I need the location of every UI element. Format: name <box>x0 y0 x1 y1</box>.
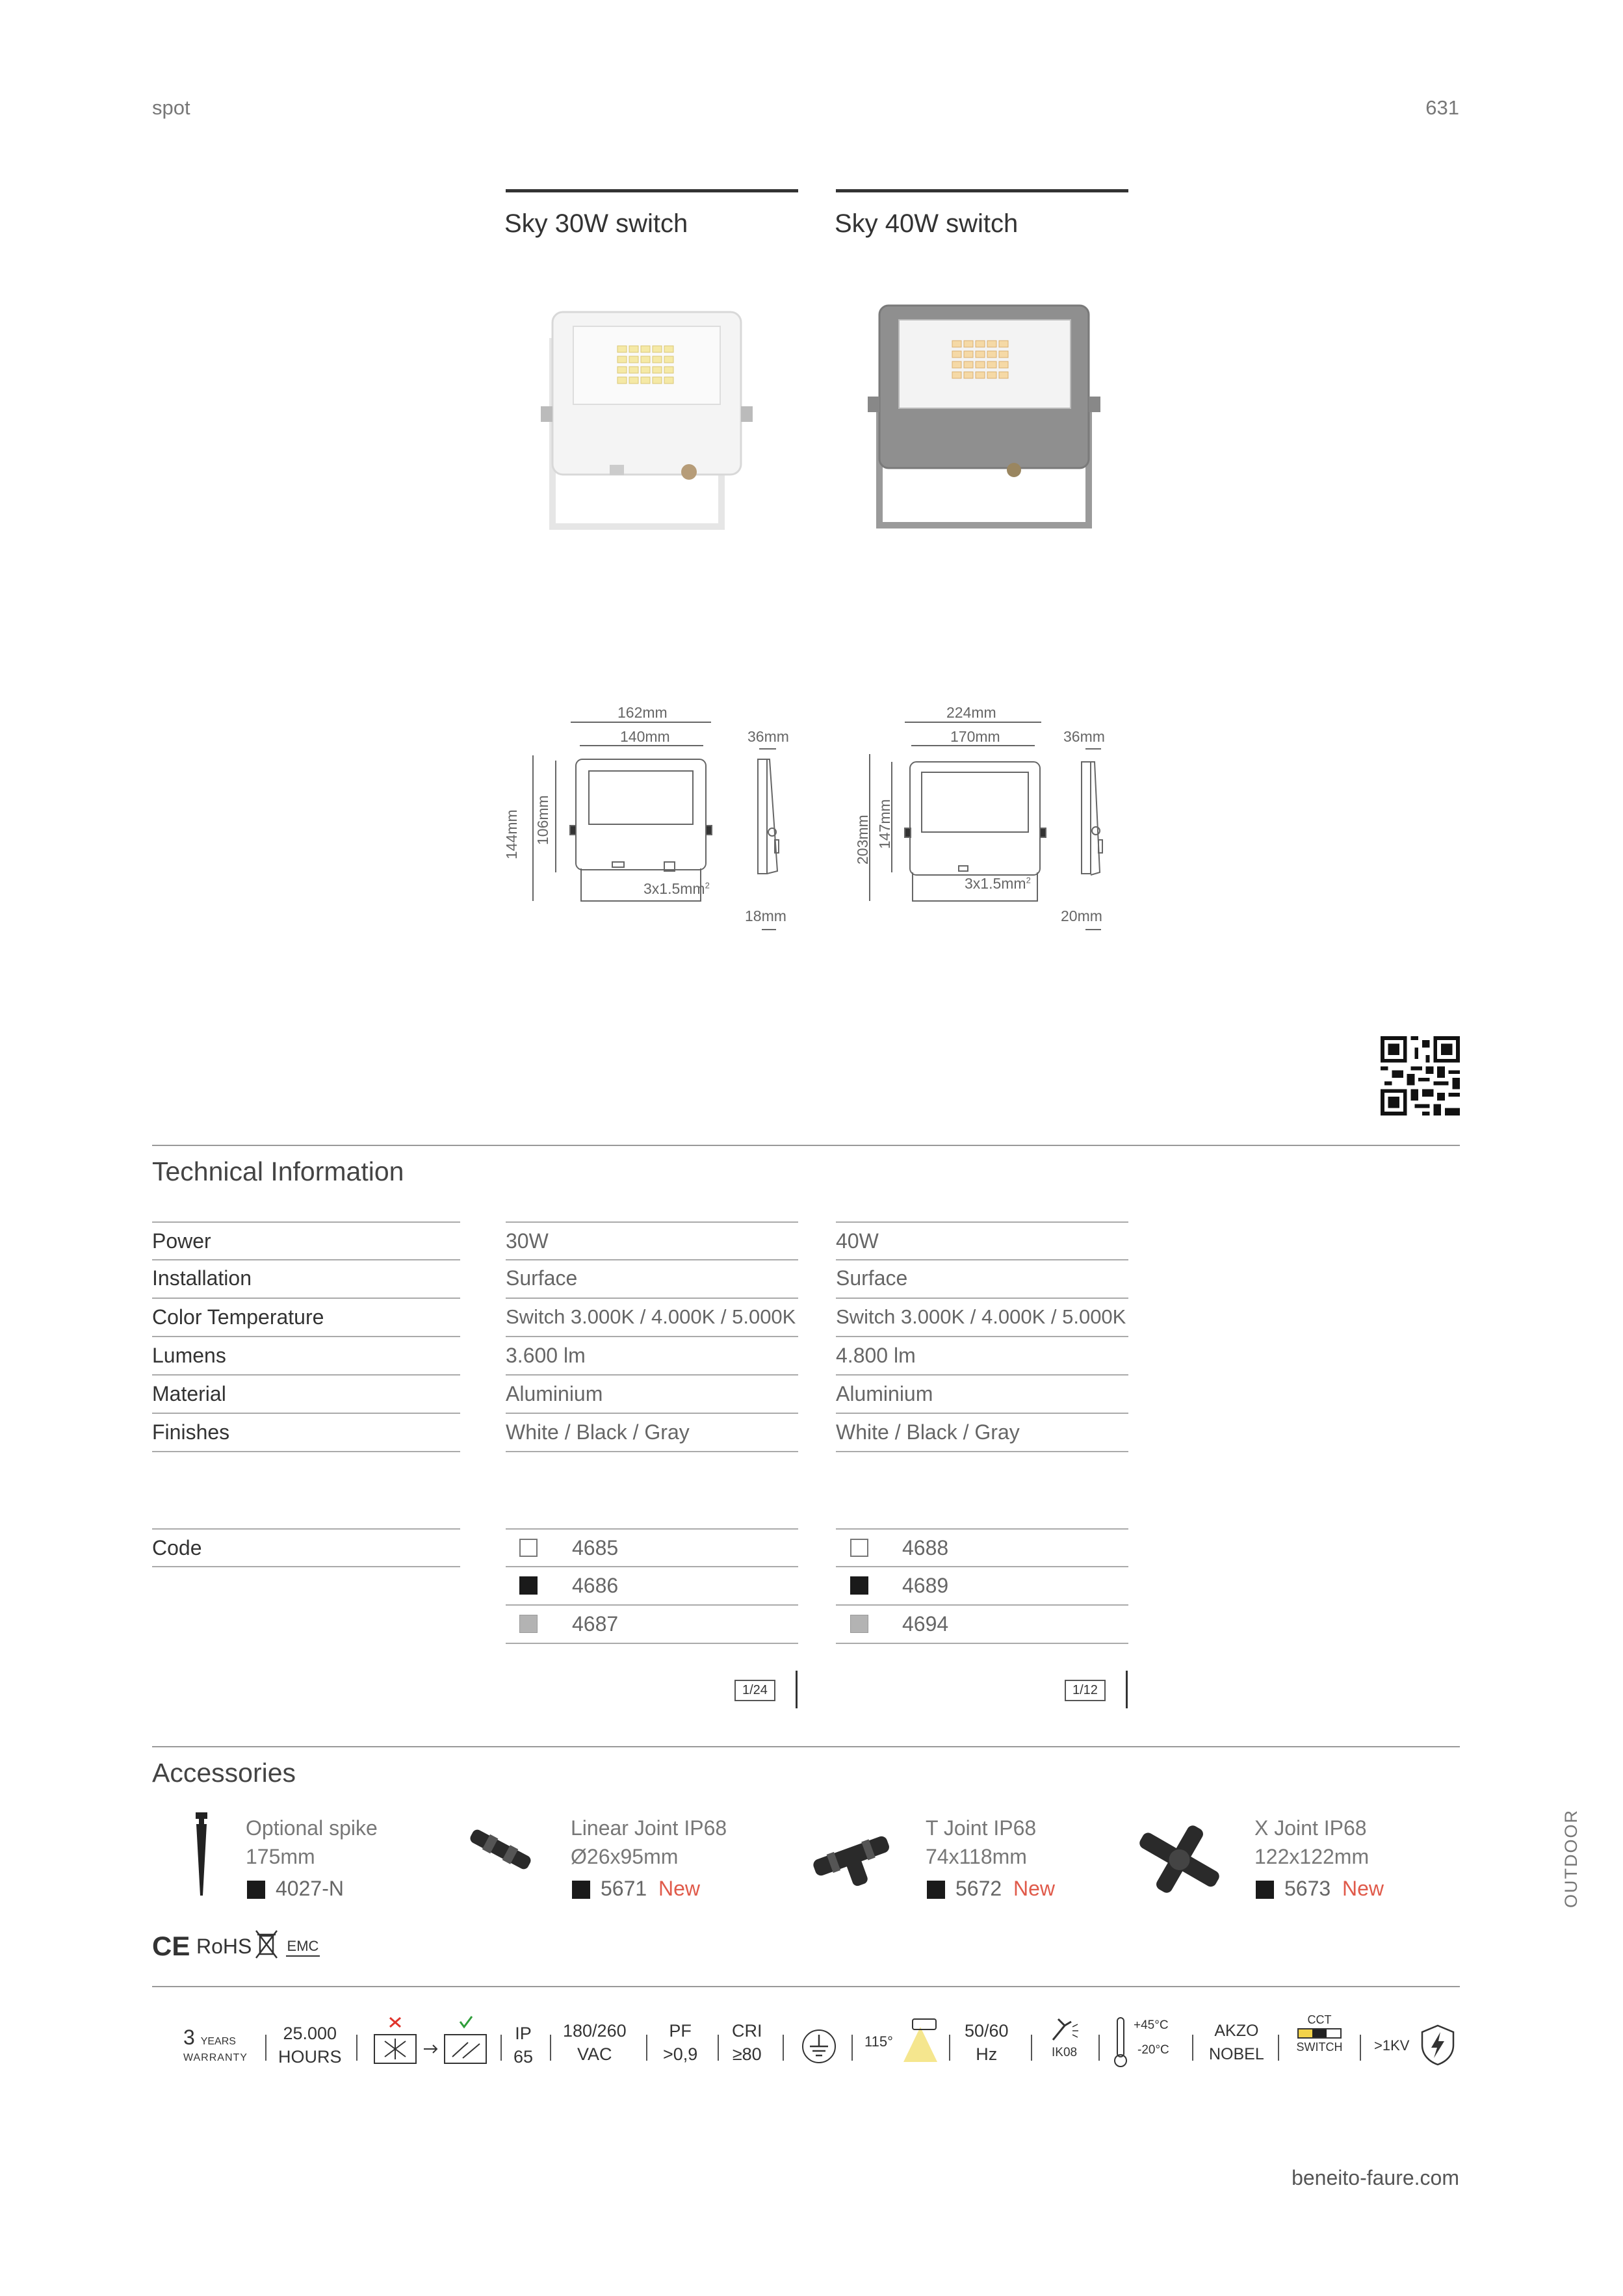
min-temperature: -20°C <box>1137 2043 1169 2057</box>
divider <box>1192 2035 1193 2061</box>
spec-value: Switch 3.000K / 4.000K / 5.000K <box>506 1305 796 1328</box>
warranty-years: YEARS <box>200 2036 236 2047</box>
finish-swatch-black <box>572 1881 590 1899</box>
impact-hammer-icon <box>1048 2015 1080 2042</box>
glass-replacement-icon <box>372 2014 491 2068</box>
divider <box>550 2035 551 2061</box>
voltage-unit: VAC <box>577 2044 612 2064</box>
spec-label-installation: Installation <box>152 1266 252 1290</box>
cri-label: CRI <box>732 2021 762 2041</box>
packaging-box-icon: 1/12 <box>1065 1680 1106 1701</box>
rohs-label: RoHS <box>196 1935 252 1958</box>
beam-angle-value: 115° <box>864 2033 893 2050</box>
product-title: Sky 30W switch <box>504 209 688 238</box>
accessory-size: 175mm <box>246 1845 315 1868</box>
power-factor-icon <box>663 2019 697 2066</box>
title-rule <box>836 189 1128 192</box>
cable-spec: 3x1.5mm <box>643 880 705 897</box>
row-divider <box>836 1374 1128 1376</box>
dim-width-outer: 162mm <box>617 704 668 721</box>
row-divider <box>152 1566 460 1567</box>
accessory-code <box>955 1877 1055 1901</box>
divider <box>1098 2035 1100 2061</box>
cable-superscript: 2 <box>705 880 710 891</box>
row-divider <box>506 1604 798 1606</box>
hours-label: HOURS <box>278 2047 342 2067</box>
row-divider <box>836 1451 1128 1452</box>
code-number: 5673 <box>1284 1877 1331 1900</box>
technical-info-title: Technical Information <box>152 1156 404 1186</box>
finish-swatch-black <box>247 1881 265 1899</box>
cable-spec: 3x1.5mm <box>965 875 1026 892</box>
dim-height-inner: 147mm <box>876 799 893 849</box>
accessory-name: Optional spike <box>246 1816 378 1840</box>
ce-mark-icon: CE <box>152 1931 190 1961</box>
spec-value: Switch 3.000K / 4.000K / 5.000K <box>836 1305 1126 1328</box>
divider <box>646 2035 647 2061</box>
accessory-size: Ø26x95mm <box>571 1845 679 1868</box>
warranty-number: 3 <box>183 2026 195 2049</box>
spec-value: White / Black / Gray <box>836 1420 1020 1444</box>
voltage-range: 180/260 <box>563 2021 627 2041</box>
row-divider <box>836 1221 1128 1223</box>
divider <box>949 2035 950 2061</box>
dim-depth: 36mm <box>747 728 789 745</box>
voltage-icon <box>563 2019 627 2066</box>
spec-label-finishes: Finishes <box>152 1420 230 1444</box>
code-number: 5672 <box>955 1877 1002 1900</box>
website-link[interactable]: beneito-faure.com <box>1292 2166 1459 2189</box>
divider <box>500 2035 502 2061</box>
new-badge: New <box>658 1877 700 1900</box>
frequency-unit: Hz <box>976 2044 998 2064</box>
packaging-box-icon: 1/24 <box>734 1680 775 1701</box>
code-label: Code <box>152 1536 202 1559</box>
product-photo-gray <box>861 299 1108 533</box>
dim-width-outer: 224mm <box>946 704 996 721</box>
x-joint-icon <box>1131 1820 1228 1898</box>
ik-rating: IK08 <box>1052 2046 1078 2059</box>
dim-side-bottom: 20mm <box>1061 907 1102 924</box>
dim-width-inner: 140mm <box>620 728 670 745</box>
earth-ground-icon <box>801 2028 837 2065</box>
ip-label: IP <box>515 2024 532 2043</box>
frequency-range: 50/60 <box>965 2021 1009 2041</box>
accessories-title: Accessories <box>152 1758 296 1788</box>
dim-side-bottom: 18mm <box>745 907 786 924</box>
divider <box>783 2035 784 2061</box>
cable-superscript: 2 <box>1026 875 1031 885</box>
dim-height-inner: 106mm <box>534 795 551 845</box>
spec-value: Surface <box>836 1266 908 1290</box>
row-divider <box>836 1643 1128 1644</box>
row-divider <box>506 1566 798 1567</box>
cri-value: ≥80 <box>732 2044 762 2064</box>
pf-label: PF <box>669 2021 692 2041</box>
product-code: 4688 <box>902 1536 949 1559</box>
section-rule <box>152 1986 1460 1987</box>
divider <box>1278 2035 1279 2061</box>
new-badge: New <box>1342 1877 1384 1900</box>
lifetime-hours-icon <box>278 2022 342 2068</box>
product-photo-white <box>533 299 780 533</box>
dim-cable <box>965 875 1031 893</box>
product-title: Sky 40W switch <box>835 209 1019 238</box>
surge-shield-icon <box>1420 2023 1456 2066</box>
row-divider <box>506 1221 798 1223</box>
product-code: 4694 <box>902 1612 949 1636</box>
spec-label-material: Material <box>152 1382 226 1405</box>
page-number: 631 <box>1425 96 1459 119</box>
row-divider <box>506 1374 798 1376</box>
warranty-icon <box>183 2027 248 2064</box>
row-divider <box>506 1298 798 1299</box>
dim-height-outer: 203mm <box>854 815 871 865</box>
row-divider <box>152 1374 460 1376</box>
product-code: 4687 <box>572 1612 619 1636</box>
emc-icon: EMC <box>286 1933 320 1957</box>
section-rule <box>152 1746 1460 1747</box>
divider <box>718 2035 719 2061</box>
weee-bin-icon <box>253 1928 279 1961</box>
row-divider <box>506 1336 798 1337</box>
divider <box>1126 1671 1128 1708</box>
switch-label: SWITCH <box>1296 2041 1343 2054</box>
code-number: 5671 <box>601 1877 647 1900</box>
section-rule <box>152 1145 1460 1146</box>
ip-value: 65 <box>513 2047 534 2067</box>
spike-icon <box>188 1811 214 1902</box>
row-divider <box>506 1259 798 1260</box>
dim-cable <box>643 880 710 898</box>
divider <box>851 2035 853 2061</box>
row-divider <box>836 1528 1128 1530</box>
side-label: OUTDOOR <box>1561 1809 1581 1908</box>
hours-number: 25.000 <box>283 2024 337 2043</box>
max-temperature: +45°C <box>1134 2018 1169 2032</box>
row-divider <box>152 1451 460 1452</box>
divider <box>265 2035 266 2061</box>
akzo-nobel-icon <box>1209 2019 1264 2066</box>
divider <box>796 1671 798 1708</box>
qr-code-icon[interactable] <box>1381 1036 1460 1115</box>
row-divider <box>836 1298 1128 1299</box>
spec-value: Aluminium <box>836 1382 933 1405</box>
linear-joint-icon <box>461 1827 539 1872</box>
row-divider <box>152 1221 460 1223</box>
accessory-size: 122x122mm <box>1254 1845 1370 1868</box>
row-divider <box>836 1566 1128 1567</box>
cct-switch-icon <box>1293 2013 1345 2054</box>
finish-swatch-gray <box>519 1615 538 1633</box>
finish-swatch-black <box>927 1881 945 1899</box>
accessory-code <box>601 1877 700 1901</box>
ip-rating-icon <box>513 2022 533 2068</box>
finish-swatch-white <box>519 1539 538 1557</box>
surge-protection-value: >1KV <box>1374 2037 1410 2054</box>
spec-label-lumens: Lumens <box>152 1344 226 1367</box>
divider <box>1360 2035 1361 2061</box>
accessory-name: X Joint IP68 <box>1254 1816 1367 1840</box>
spec-value: Surface <box>506 1266 578 1290</box>
nobel-label: NOBEL <box>1209 2045 1264 2063</box>
spec-value: 30W <box>506 1229 549 1253</box>
row-divider <box>506 1643 798 1644</box>
accessory-code: 4027-N <box>276 1877 344 1900</box>
accessory-size: 74x118mm <box>926 1845 1027 1868</box>
product-code: 4686 <box>572 1574 619 1597</box>
row-divider <box>506 1528 798 1530</box>
row-divider <box>152 1336 460 1337</box>
title-rule <box>506 189 798 192</box>
accessory-name: T Joint IP68 <box>926 1816 1037 1840</box>
spec-value: 4.800 lm <box>836 1344 916 1367</box>
finish-swatch-black <box>1256 1881 1274 1899</box>
pf-value: >0,9 <box>663 2044 698 2064</box>
row-divider <box>506 1413 798 1414</box>
dim-depth: 36mm <box>1063 728 1105 745</box>
spec-value: White / Black / Gray <box>506 1420 690 1444</box>
row-divider <box>152 1298 460 1299</box>
spec-value: 40W <box>836 1229 879 1253</box>
spec-value: Aluminium <box>506 1382 603 1405</box>
section-label: spot <box>152 96 190 119</box>
row-divider <box>152 1528 460 1530</box>
akzo-label: AKZO <box>1214 2022 1259 2040</box>
finish-swatch-black <box>519 1576 538 1595</box>
row-divider <box>152 1259 460 1260</box>
divider <box>356 2035 357 2061</box>
cct-label: CCT <box>1307 2013 1332 2026</box>
product-code: 4689 <box>902 1574 949 1597</box>
thermometer-icon <box>1113 2015 1128 2068</box>
accessory-name: Linear Joint IP68 <box>571 1816 727 1840</box>
dim-width-inner: 170mm <box>950 728 1000 745</box>
row-divider <box>152 1413 460 1414</box>
spec-label-color-temperature: Color Temperature <box>152 1305 324 1329</box>
spec-label-power: Power <box>152 1229 211 1253</box>
t-joint-icon <box>806 1824 897 1889</box>
row-divider <box>506 1451 798 1452</box>
cri-icon <box>732 2019 762 2066</box>
new-badge: New <box>1013 1877 1055 1900</box>
frequency-icon <box>965 2019 1009 2066</box>
divider <box>1031 2035 1032 2061</box>
product-code: 4685 <box>572 1536 619 1559</box>
row-divider <box>836 1413 1128 1414</box>
row-divider <box>836 1604 1128 1606</box>
spec-value: 3.600 lm <box>506 1344 586 1367</box>
finish-swatch-gray <box>850 1615 868 1633</box>
row-divider <box>836 1336 1128 1337</box>
finish-swatch-white <box>850 1539 868 1557</box>
finish-swatch-black <box>850 1576 868 1595</box>
row-divider <box>836 1259 1128 1260</box>
warranty-label: WARRANTY <box>183 2052 248 2063</box>
cct-swatch <box>1297 2028 1342 2039</box>
beam-angle-icon <box>898 2015 941 2065</box>
dim-height-outer: 144mm <box>503 809 520 859</box>
accessory-code <box>1284 1877 1384 1901</box>
